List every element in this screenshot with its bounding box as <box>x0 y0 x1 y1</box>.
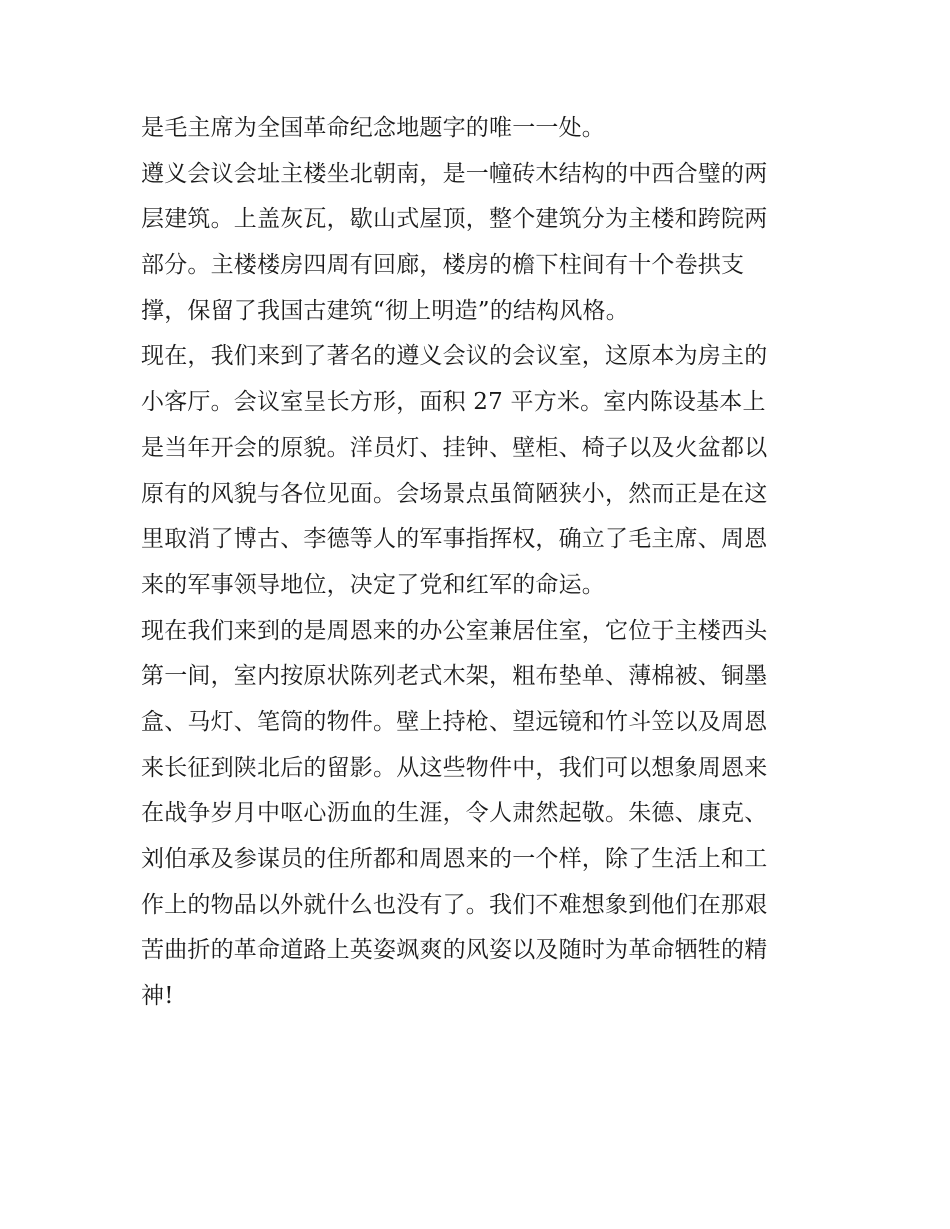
text-line: 小客厅。会议室呈长方形，面积 27 平方米。室内陈设基本上 <box>141 389 766 416</box>
text-line: 神! <box>141 983 174 1010</box>
text-line: 是当年开会的原貌。洋员灯、挂钟、壁柜、椅子以及火盆都以 <box>141 434 768 461</box>
text-line: 里取消了博古、李德等人的军事指挥权，确立了毛主席、周恩 <box>141 526 768 553</box>
text-line: 刘伯承及参谋员的住所都和周恩来的一个样，除了生活上和工 <box>141 846 768 872</box>
text-line: 作上的物品以外就什么也没有了。我们不难想象到他们在那艰 <box>141 891 768 918</box>
text-line: 在战争岁月中呕心沥血的生涯，令人肃然起敬。朱德、康克、 <box>141 800 768 827</box>
text-line: 盒、马灯、笔筒的物件。壁上持枪、望远镜和竹斗笠以及周恩 <box>141 708 768 735</box>
text-line: 层建筑。上盖灰瓦，歇山式屋顶，整个建筑分为主楼和跨院两 <box>141 206 768 233</box>
text-line: 是毛主席为全国革命纪念地题字的唯一一处。 <box>141 115 605 141</box>
text-line: 现在，我们来到了著名的遵义会议的会议室，这原本为房主的 <box>141 343 768 370</box>
text-line: 来长征到陕北后的留影。从这些物件中，我们可以想象周恩来 <box>141 754 768 781</box>
text-line: 撑，保留了我国古建筑“彻上明造”的结构风格。 <box>141 297 629 324</box>
text-line: 来的军事领导地位，决定了党和红军的命运。 <box>141 571 605 598</box>
text-line: 部分。主楼楼房四周有回廊，楼房的檐下柱间有十个卷拱支 <box>141 252 745 279</box>
text-line: 现在我们来到的是周恩来的办公室兼居住室，它位于主楼西头 <box>141 617 768 644</box>
body-text <box>141 106 831 1020</box>
text-line: 苦曲折的革命道路上英姿飒爽的风姿以及随时为革命牺牲的精 <box>141 937 768 964</box>
text-line: 原有的风貌与各位见面。会场景点虽简陋狭小，然而正是在这 <box>141 480 768 507</box>
text-line: 第一间，室内按原状陈列老式木架，粗布垫单、薄棉被、铜墨 <box>141 663 768 690</box>
text-line: 遵义会议会址主楼坐北朝南，是一幢砖木结构的中西合璧的两 <box>141 160 768 187</box>
